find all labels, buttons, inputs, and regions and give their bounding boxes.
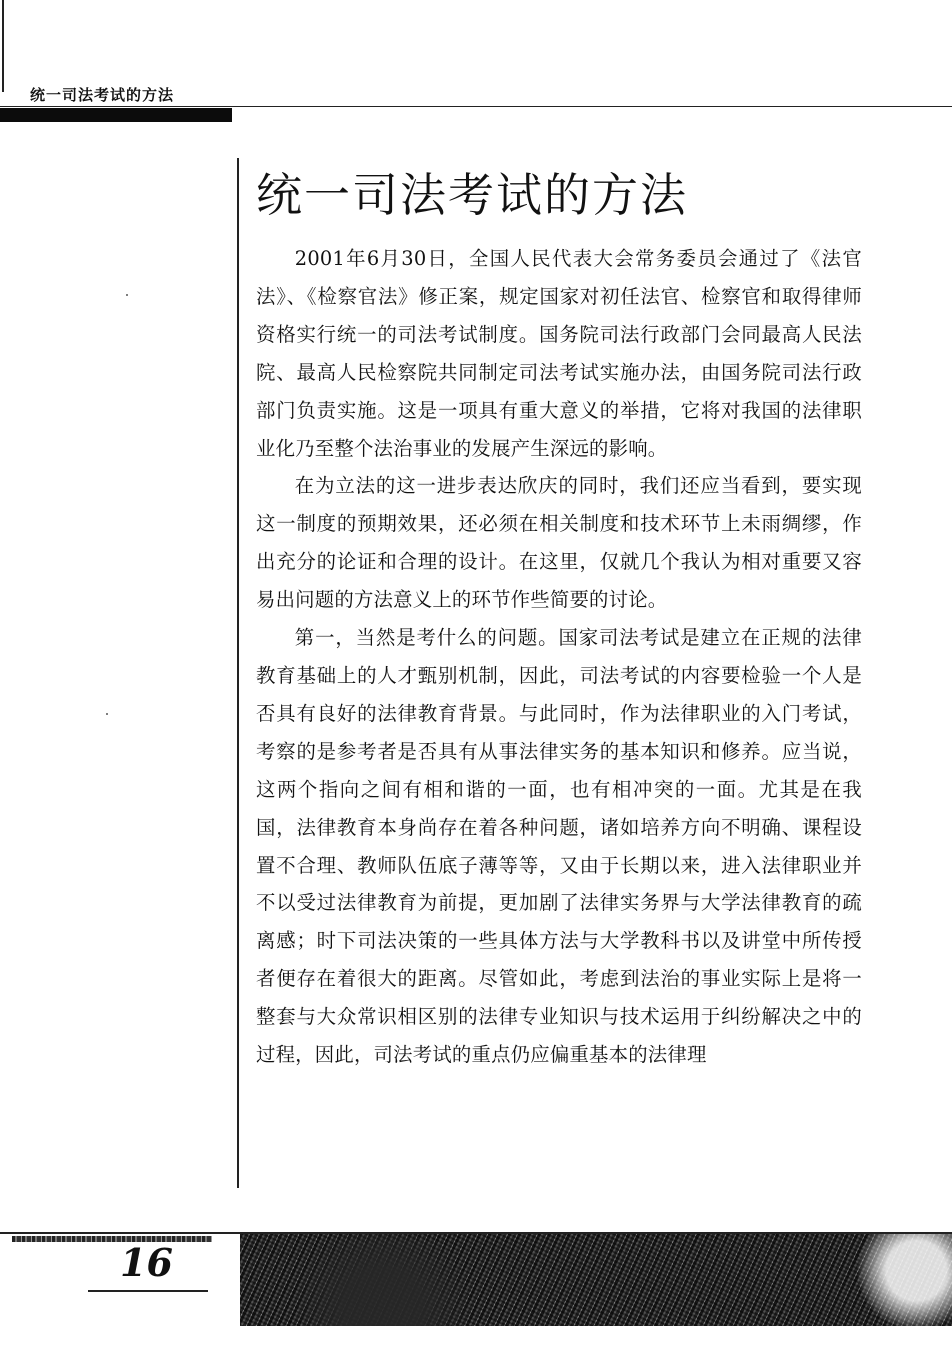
footer-left-strip: [12, 1236, 212, 1242]
header-rule: [0, 106, 952, 107]
footer-texture-band: [240, 1234, 952, 1326]
scan-speck: [126, 294, 128, 296]
scan-speck: [106, 713, 108, 715]
paragraph-3: 第一，当然是考什么的问题。国家司法考试是建立在正规的法律教育基础上的人才甄别机制，因此，司法考试的内容要检验一个人是否具有良好的法律教育背景。与此同时，作为法律职业的入门考试，考察的是参考者是否具有从事法律实务的基本知识和修养。应当说，这两个指向之间有相和谐的一面，也有相冲突的一面。尤其是在我国，法律教育本身尚存在着各种问题，诸如培养方向不明确、课程设置不合理、教师队伍底子薄等等，又由于长期以来，进入法律职业并不以受过法律教育为前提，更加剧了法律实务界与大学法律教育的疏离感；时下司法决策的一些具体方法与大学教科书以及讲堂中所传授者便存在着很大的距离。尽管如此，考虑到法治的事业实际上是将一整套与大众常识相区别的法律专业知识与技术运用于纠纷解决之中的过程，因此，司法考试的重点仍应偏重基本的法律理: [256, 626, 862, 1067]
page-left-edge: [2, 0, 4, 92]
margin-rule: [237, 158, 239, 1188]
paragraph-2: 在为立法的这一进步表达欣庆的同时，我们还应当看到，要实现这一制度的预期效果，还必须在相关制度和技术环节上未雨绸缪，作出充分的论证和合理的设计。在这里，仅就几个我认为相对重要又容易出问题的方法意义上的环节作些简要的讨论。: [256, 474, 862, 612]
header-bar: [0, 108, 232, 122]
article-body: [256, 240, 862, 1074]
page-number: 16: [120, 1240, 173, 1285]
page-number-underline: [88, 1290, 208, 1292]
paragraph-1: 2001年6月30日，全国人民代表大会常务委员会通过了《法官法》、《检察官法》修正案，规定国家对初任法官、检察官和取得律师资格实行统一的司法考试制度。国务院司法行政部门会同最高人民法院、最高人民检察院共同制定司法考试实施办法，由国务院司法行政部门负责实施。这是一项具有重大意义的举措，它将对我国的法律职业化乃至整个法治事业的发展产生深远的影响。: [256, 247, 862, 460]
article-title: 统一司法考试的方法: [256, 168, 688, 222]
running-head: 统一司法考试的方法: [30, 86, 175, 104]
article: [256, 164, 862, 1074]
